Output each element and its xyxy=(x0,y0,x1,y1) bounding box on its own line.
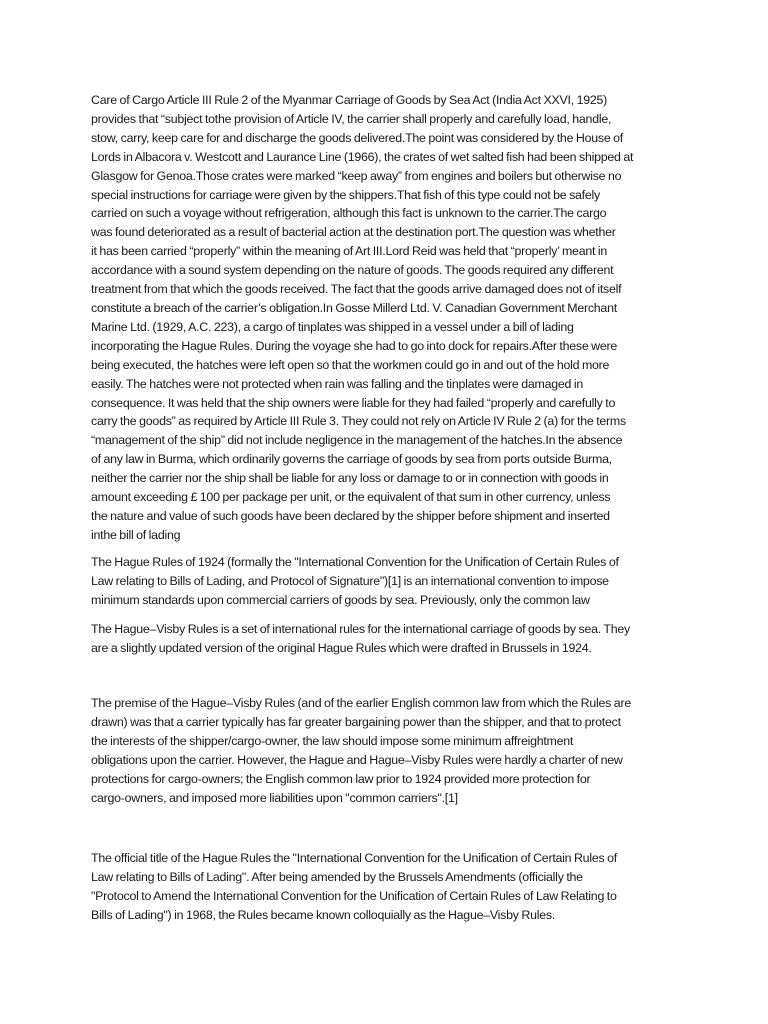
paragraph-care-of-cargo: Care of Cargo Article III Rule 2 of the Myanmar Carriage of Goods by Sea Act (India Act XXVI, 1925) provides that “subject tothe provision of Article IV, the carrier shall properly and carefully load, handle, stow, carry, keep care for and discharge the goods delivered.The point was considered by the House of Lords in Albacora v. Westcott and Laurance Line (1966), the crates of wet salted fish had been shipped at Glasgow for Genoa.Those crates were marked “keep away” from engines and boilers but otherwise no special instructions for carriage were given by the shippers.That fish of this type could not be safely carried on such a voyage without refrigeration, although this fact is unknown to the carrier.The cargo was found deteriorated as a result of bacterial action at the destination port.The question was whether it has been carried “properly” within the meaning of Art III.Lord Reid was held that “properly’ meant in accordance with a sound system depending on the nature of goods. The goods required any different treatment from that which the goods received. The fact that the goods arrive damaged does not of itself constitute a breach of the carrier’s obligation.In Gosse Millerd Ltd. V. Canadian Government Merchant Marine Ltd. (1929, A.C. 223), a cargo of tinplates was shipped in a vessel under a bill of lading incorporating the Hague Rules. During the voyage she had to go into dock for repairs.After these were being executed, the hatches were left open so that the workmen could go in and out of the hold more easily. The hatches were not protected when rain was falling and the tinplates were damaged in consequence. It was held that the ship owners were liable for they had failed “properly and carefully to carry the goods” as required by Article III Rule 3. They could not rely on Article IV Rule 2 (a) for the terms “management of the ship” did not include negligence in the management of the hatches.In the absence of any law in Burma, which ordinarily governs the carriage of goods by sea from ports outside Burma, neither the carrier nor the ship shall be liable for any loss or damage to or in connection with goods in amount exceeding £ 100 per package per unit, or the equivalent of that sum in other currency, unless the nature and value of such goods have been declared by the shipper before shipment and inserted inthe bill of lading xyxy=(91,93,634,542)
paragraph-hague-rules-1924: The Hague Rules of 1924 (formally the "International Convention for the Unification of Certain Rules of Law relating to Bills of Lading, and Protocol of Signature")[1] is an international convention to impose minimum standards upon commercial carriers of goods by sea. Previously, only the common law xyxy=(91,555,619,607)
paragraph-official-title: The official title of the Hague Rules the "International Convention for the Unification of Certain Rules of Law relating to Bills of Lading". After being amended by the Brussels Amendments (officially the "Protocol to Amend the International Convention for the Unification of Certain Rules of Law Relating to Bills of Lading") in 1968, the Rules became known colloquially as the Hague–Visby Rules. xyxy=(91,851,617,922)
paragraph-premise: The premise of the Hague–Visby Rules (and of the earlier English common law from which the Rules are drawn) was that a carrier typically has far greater bargaining power than the shipper, and that to protect the interests of the shipper/cargo-owner, the law should impose some minimum affreightment obligations upon the carrier. However, the Hague and Hague–Visby Rules were hardly a charter of new protections for cargo-owners; the English common law prior to 1924 provided more protection for cargo-owners, and imposed more liabilities upon "common carriers".[1] xyxy=(91,696,631,805)
paragraph-hague-visby-rules: The Hague–Visby Rules is a set of international rules for the international carriage of goods by sea. They are a slightly updated version of the original Hague Rules which were drafted in Brussels in 1924. xyxy=(91,622,630,655)
